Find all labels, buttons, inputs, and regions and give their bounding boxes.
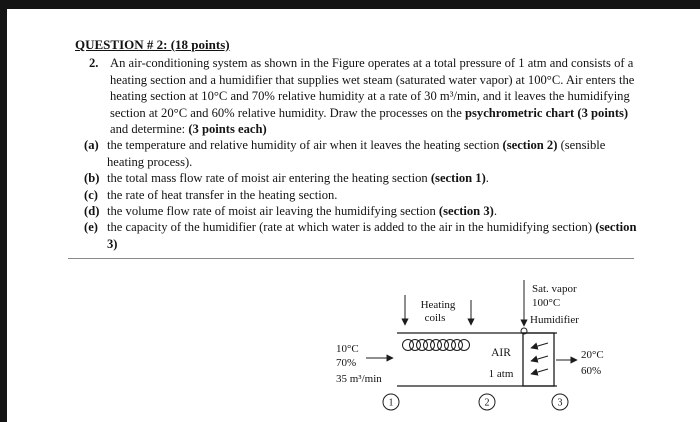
- sat-vapor-label: Sat. vapor: [532, 283, 577, 295]
- outlet-conditions: [556, 349, 604, 377]
- question-item-e: [84, 219, 640, 252]
- humidifier-box: [523, 333, 554, 386]
- question-number: 2.: [89, 56, 99, 71]
- spray-arrow-icon: [531, 356, 548, 361]
- section-divider: [68, 258, 634, 259]
- item-marker: (d): [84, 204, 100, 219]
- item-marker: (a): [84, 138, 99, 153]
- item-text: the capacity of the humidifier (rate at which water is added to the air in the humidifying section): [107, 220, 596, 235]
- intro-text-2: and determine:: [110, 122, 189, 137]
- question-item-list: [84, 137, 640, 252]
- scan-left-edge: [0, 0, 7, 422]
- sat-vapor-callout: [521, 280, 579, 334]
- question-item-d: [84, 203, 640, 219]
- item-marker: (e): [84, 220, 98, 235]
- state-2-label: 2: [484, 397, 490, 409]
- sat-vapor-temp-label: 100°C: [532, 297, 561, 309]
- question-item-c: [84, 187, 640, 203]
- air-label: AIR: [491, 347, 511, 359]
- intro-text-1: An air-conditioning system as shown in the Figure operates at a total pressure of 1 atm and consists of a heating section and a humidifier that supplies wet steam (saturated water vapor) at 100°C. Air enters the heating section at 10°C and 70% relative humidity at a rate of 30 m³/min, and it leaves the humidifying section at 20°C and 60% relative humidity. Draw the processes on the: [110, 56, 635, 120]
- question-title: QUESTION # 2: (18 points): [75, 37, 230, 52]
- item-text-post: .: [493, 204, 497, 219]
- question-item-a: [84, 137, 640, 170]
- question-item-b: [84, 170, 640, 186]
- scan-top-edge: [0, 0, 700, 9]
- state-3-label: 3: [557, 397, 563, 409]
- item-text: the volume flow rate of moist air leaving the humidifying section: [107, 204, 439, 219]
- item-marker: (b): [84, 171, 100, 186]
- item-marker: (c): [84, 187, 98, 202]
- item-bold: (section 1): [430, 171, 486, 186]
- item-text: the rate of heat transfer in the heating section.: [107, 187, 338, 202]
- humidifier-label: Humidifier: [530, 314, 579, 326]
- document-page: [75, 37, 640, 252]
- pressure-label: 1 atm: [488, 368, 514, 380]
- heating-coils-label-2: coils: [424, 312, 446, 324]
- outlet-rh-label: 60%: [581, 365, 602, 377]
- duct-outline: [397, 333, 557, 386]
- outlet-temp-label: 20°C: [581, 349, 604, 361]
- inlet-flow-label: 35 m³/min: [336, 373, 382, 385]
- inlet-temp-label: 10°C: [336, 343, 359, 355]
- ac-system-diagram: [320, 272, 665, 420]
- item-bold: (section 3): [438, 204, 494, 219]
- item-bold: (section 2): [502, 138, 558, 153]
- item-bold: (section 3): [107, 220, 637, 251]
- heating-coil-icon: [403, 340, 470, 351]
- spray-arrow-icon: [531, 369, 548, 374]
- question-intro: [89, 55, 640, 137]
- item-text: the temperature and relative humidity of air when it leaves the heating section: [107, 138, 503, 153]
- state-1-label: 1: [388, 397, 394, 409]
- item-text-post: (sensible heating process).: [107, 138, 606, 169]
- item-text-post: .: [485, 171, 489, 186]
- state-point-markers: [383, 394, 568, 410]
- intro-bold-points: (3 points each): [188, 122, 267, 137]
- intro-bold-psychrometric: psychrometric chart (3 points): [465, 105, 629, 120]
- inlet-rh-label: 70%: [336, 357, 357, 369]
- heating-coils-callout: [405, 295, 471, 325]
- heating-coils-label: Heating: [420, 299, 456, 311]
- spray-arrow-icon: [531, 343, 548, 348]
- item-text: the total mass flow rate of moist air entering the heating section: [107, 171, 431, 186]
- inlet-conditions: [336, 343, 393, 385]
